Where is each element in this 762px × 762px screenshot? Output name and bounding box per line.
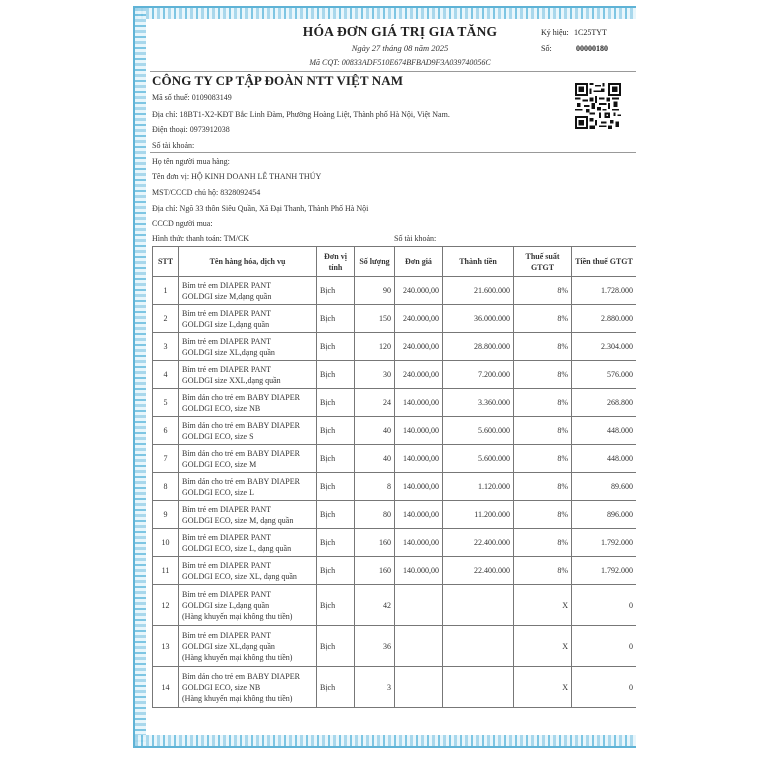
cell-total: 28.800.000: [443, 333, 514, 361]
divider: [150, 71, 636, 72]
cell-unit: Bịch: [317, 557, 355, 585]
cell-qty: 8: [355, 473, 395, 501]
table-row: [153, 557, 637, 585]
item-name-line: Bỉm trẻ em DIAPER PANT: [182, 560, 272, 570]
cell-rate: X: [514, 585, 572, 626]
table-header-row: [153, 247, 637, 277]
cell-price: [395, 626, 443, 667]
cell-rate: X: [514, 626, 572, 667]
cell-price: 240.000,00: [395, 333, 443, 361]
seller-tax-code: Mã số thuế: 0109083149: [152, 93, 232, 102]
cell-unit: Bịch: [317, 305, 355, 333]
page-crop-margin: [636, 0, 762, 762]
cell-qty: 30: [355, 361, 395, 389]
cell-qty: 90: [355, 277, 395, 305]
cell-item-name: [179, 626, 317, 667]
cell-price: 140.000,00: [395, 445, 443, 473]
cell-tax: 896.000: [572, 501, 637, 529]
cell-tax: 576.000: [572, 361, 637, 389]
cell-stt: 13: [153, 626, 179, 667]
cell-qty: 150: [355, 305, 395, 333]
cell-item-name: [179, 585, 317, 626]
header-stt: STT: [153, 247, 179, 277]
cell-stt: 1: [153, 277, 179, 305]
header-unit: Đơn vị tính: [317, 247, 355, 277]
item-name-line: GOLDGI ECO, size S: [182, 431, 254, 441]
cell-stt: 3: [153, 333, 179, 361]
cell-item-name: [179, 473, 317, 501]
cell-price: 140.000,00: [395, 529, 443, 557]
invoice-number-label: Số:: [541, 44, 552, 53]
cell-total: [443, 626, 514, 667]
item-name-line: GOLDGI ECO, size L: [182, 487, 254, 497]
table-row: [153, 361, 637, 389]
cell-item-name: [179, 361, 317, 389]
symbol-label: Ký hiệu:: [541, 28, 569, 37]
cell-rate: 8%: [514, 557, 572, 585]
header-price: Đơn giá: [395, 247, 443, 277]
cell-item-name: [179, 305, 317, 333]
item-name-line: (Hàng khuyến mại không thu tiền): [182, 611, 293, 621]
item-name-line: GOLDGI size XL,dạng quần: [182, 641, 275, 651]
cell-stt: 4: [153, 361, 179, 389]
invoice-date: Ngày 27 tháng 08 năm 2025: [351, 43, 449, 53]
table-row: [153, 445, 637, 473]
cell-qty: 40: [355, 417, 395, 445]
cell-stt: 9: [153, 501, 179, 529]
cell-total: 22.400.000: [443, 557, 514, 585]
buyer-account: Số tài khoản:: [394, 234, 437, 243]
cell-stt: 14: [153, 667, 179, 708]
cell-total: 5.600.000: [443, 445, 514, 473]
cell-unit: Bịch: [317, 389, 355, 417]
symbol-value: 1C25TYT: [574, 28, 607, 37]
cell-stt: 6: [153, 417, 179, 445]
cell-rate: 8%: [514, 277, 572, 305]
cell-tax: 448.000: [572, 417, 637, 445]
seller-address: Địa chỉ: 18BT1-X2-KĐT Bắc Linh Đàm, Phường Hoàng Liệt, Thành phố Hà Nội, Việt Nam.: [152, 110, 450, 119]
header-rate: Thuế suất GTGT: [514, 247, 572, 277]
header-tax: Tiền thuế GTGT: [572, 247, 637, 277]
cell-price: 240.000,00: [395, 305, 443, 333]
cell-price: 140.000,00: [395, 473, 443, 501]
cell-rate: 8%: [514, 389, 572, 417]
cell-price: 140.000,00: [395, 557, 443, 585]
cell-rate: 8%: [514, 445, 572, 473]
cell-unit: Bịch: [317, 529, 355, 557]
invoice-items-table: [152, 246, 637, 708]
item-name-line: GOLDGI ECO, size M: [182, 459, 257, 469]
cell-rate: 8%: [514, 529, 572, 557]
payment-method: Hình thức thanh toán: TM/CK: [152, 234, 250, 243]
cell-price: 240.000,00: [395, 277, 443, 305]
cell-tax: 1.792.000: [572, 557, 637, 585]
item-name-line: Bỉm dán cho trẻ em BABY DIAPER: [182, 392, 300, 402]
cell-rate: 8%: [514, 305, 572, 333]
buyer-name: Họ tên người mua hàng:: [152, 157, 230, 166]
invoice-title: HÓA ĐƠN GIÁ TRỊ GIA TĂNG: [302, 24, 498, 39]
cell-rate: X: [514, 667, 572, 708]
buyer-address: Địa chỉ: Ngõ 33 thôn Siêu Quần, Xã Đại Thanh, Thành Phố Hà Nội: [152, 204, 369, 213]
cell-tax: 268.800: [572, 389, 637, 417]
item-name-line: GOLDGI size XL,dạng quần: [182, 347, 275, 357]
cell-unit: Bịch: [317, 417, 355, 445]
cell-rate: 8%: [514, 473, 572, 501]
tax-authority-code: Mã CQT: 00833ADF510E674BFBAD9F3A039740056C: [309, 58, 491, 67]
cell-stt: 7: [153, 445, 179, 473]
cell-qty: 80: [355, 501, 395, 529]
cell-rate: 8%: [514, 333, 572, 361]
cell-qty: 120: [355, 333, 395, 361]
item-name-line: Bỉm dán cho trẻ em BABY DIAPER: [182, 476, 300, 486]
item-name-line: Bỉm dán cho trẻ em BABY DIAPER: [182, 420, 300, 430]
cell-unit: Bịch: [317, 333, 355, 361]
cell-unit: Bịch: [317, 667, 355, 708]
cell-unit: Bịch: [317, 473, 355, 501]
cell-total: [443, 667, 514, 708]
item-name-line: Bỉm trẻ em DIAPER PANT: [182, 504, 272, 514]
cell-unit: Bịch: [317, 361, 355, 389]
cell-item-name: [179, 389, 317, 417]
item-name-line: GOLDGI ECO, size XL, dạng quần: [182, 571, 297, 581]
cell-price: [395, 667, 443, 708]
seller-phone: Điện thoại: 0973912038: [152, 125, 230, 134]
table-row: [153, 529, 637, 557]
cell-price: 240.000,00: [395, 361, 443, 389]
cell-stt: 10: [153, 529, 179, 557]
cell-tax: 0: [572, 585, 637, 626]
item-name-line: Bỉm trẻ em DIAPER PANT: [182, 336, 272, 346]
item-name-line: GOLDGI ECO, size L, dạng quần: [182, 543, 292, 553]
item-name-line: Bỉm dán cho trẻ em BABY DIAPER: [182, 671, 300, 681]
header-qty: Số lượng: [355, 247, 395, 277]
cell-rate: 8%: [514, 417, 572, 445]
buyer-tax-id: MST/CCCD chủ hộ: 8328092454: [152, 188, 261, 197]
cell-rate: 8%: [514, 501, 572, 529]
table-row: [153, 333, 637, 361]
cell-total: 11.200.000: [443, 501, 514, 529]
item-name-line: (Hàng khuyến mại không thu tiền): [182, 652, 293, 662]
cell-stt: 2: [153, 305, 179, 333]
cell-tax: 1.792.000: [572, 529, 637, 557]
table-row: [153, 667, 637, 708]
cell-unit: Bịch: [317, 626, 355, 667]
cell-tax: 89.600: [572, 473, 637, 501]
item-name-line: (Hàng khuyến mại không thu tiền): [182, 693, 293, 703]
item-name-line: Bỉm dán cho trẻ em BABY DIAPER: [182, 448, 300, 458]
cell-unit: Bịch: [317, 585, 355, 626]
cell-qty: 36: [355, 626, 395, 667]
cell-tax: 0: [572, 626, 637, 667]
cell-qty: 24: [355, 389, 395, 417]
item-name-line: Bỉm trẻ em DIAPER PANT: [182, 364, 272, 374]
cell-price: 140.000,00: [395, 417, 443, 445]
cell-price: [395, 585, 443, 626]
cell-stt: 12: [153, 585, 179, 626]
table-row: [153, 626, 637, 667]
cell-item-name: [179, 417, 317, 445]
item-name-line: Bỉm trẻ em DIAPER PANT: [182, 589, 272, 599]
cell-item-name: [179, 445, 317, 473]
cell-tax: 2.880.000: [572, 305, 637, 333]
cell-unit: Bịch: [317, 277, 355, 305]
cell-item-name: [179, 277, 317, 305]
invoice-number-value: 00000180: [576, 44, 608, 53]
cell-stt: 5: [153, 389, 179, 417]
cell-item-name: [179, 501, 317, 529]
table-row: [153, 473, 637, 501]
cell-price: 140.000,00: [395, 501, 443, 529]
cell-qty: 40: [355, 445, 395, 473]
cell-price: 140.000,00: [395, 389, 443, 417]
cell-qty: 3: [355, 667, 395, 708]
table-row: [153, 277, 637, 305]
item-name-line: GOLDGI ECO, size NB: [182, 403, 261, 413]
cell-qty: 160: [355, 557, 395, 585]
header-name: Tên hàng hóa, dịch vụ: [179, 247, 317, 277]
item-name-line: GOLDGI size L,dạng quần: [182, 319, 270, 329]
seller-company-name: CÔNG TY CP TẬP ĐOÀN NTT VIỆT NAM: [152, 73, 404, 88]
item-name-line: Bỉm trẻ em DIAPER PANT: [182, 532, 272, 542]
cell-stt: 8: [153, 473, 179, 501]
cell-stt: 11: [153, 557, 179, 585]
buyer-cccd: CCCD người mua:: [152, 219, 213, 228]
divider: [150, 152, 636, 153]
cell-tax: 1.728.000: [572, 277, 637, 305]
buyer-unit: Tên đơn vị: HỘ KINH DOANH LÊ THANH THÚY: [152, 172, 322, 181]
table-row: [153, 389, 637, 417]
cell-total: 1.120.000: [443, 473, 514, 501]
item-name-line: GOLDGI size L,dạng quần: [182, 600, 270, 610]
table-row: [153, 417, 637, 445]
cell-rate: 8%: [514, 361, 572, 389]
table-row: [153, 501, 637, 529]
cell-tax: 448.000: [572, 445, 637, 473]
item-name-line: Bỉm trẻ em DIAPER PANT: [182, 630, 272, 640]
cell-total: 5.600.000: [443, 417, 514, 445]
cell-unit: Bịch: [317, 501, 355, 529]
cell-item-name: [179, 529, 317, 557]
table-row: [153, 585, 637, 626]
header-total: Thành tiền: [443, 247, 514, 277]
cell-total: 36.000.000: [443, 305, 514, 333]
cell-total: 7.200.000: [443, 361, 514, 389]
table-row: [153, 305, 637, 333]
cell-item-name: [179, 333, 317, 361]
item-name-line: GOLDGI size XXL,dạng quần: [182, 375, 281, 385]
item-name-line: GOLDGI ECO, size NB: [182, 682, 261, 692]
cell-total: 21.600.000: [443, 277, 514, 305]
seller-account: Số tài khoản:: [152, 141, 195, 150]
cell-tax: 2.304.000: [572, 333, 637, 361]
cell-qty: 160: [355, 529, 395, 557]
cell-total: 3.360.000: [443, 389, 514, 417]
cell-item-name: [179, 557, 317, 585]
qr-code-icon: [575, 80, 621, 132]
cell-unit: Bịch: [317, 445, 355, 473]
item-name-line: GOLDGI ECO, size M, dạng quần: [182, 515, 294, 525]
cell-tax: 0: [572, 667, 637, 708]
cell-item-name: [179, 667, 317, 708]
cell-total: [443, 585, 514, 626]
item-name-line: Bỉm trẻ em DIAPER PANT: [182, 308, 272, 318]
item-name-line: GOLDGI size M,dạng quần: [182, 291, 272, 301]
item-name-line: Bỉm trẻ em DIAPER PANT: [182, 280, 272, 290]
cell-total: 22.400.000: [443, 529, 514, 557]
cell-qty: 42: [355, 585, 395, 626]
